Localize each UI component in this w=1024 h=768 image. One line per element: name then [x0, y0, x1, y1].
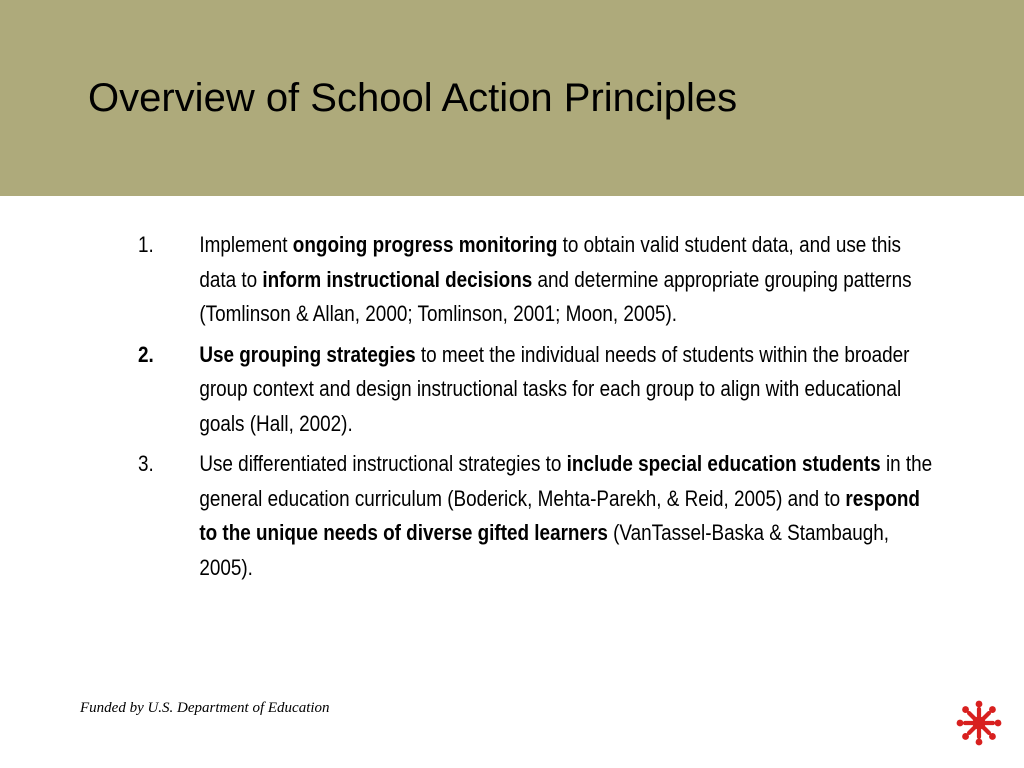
- text-segment: (VanTassel-Baska & Stambaugh, 2005).: [199, 520, 890, 580]
- principle-text: [199, 342, 909, 436]
- red-star-of-people-logo-icon: [954, 698, 1004, 748]
- emphasized-phrase: ongoing progress monitoring: [292, 232, 558, 257]
- text-segment: to obtain valid student data, and use this data to: [199, 232, 901, 292]
- principle-number: 3.: [138, 451, 154, 476]
- footer-credit: Funded by U.S. Department of Education: [80, 700, 330, 716]
- principles-list: [138, 228, 933, 591]
- principle-item: [138, 447, 939, 585]
- text-segment: Use differentiated instructional strategies to: [199, 451, 567, 476]
- principle-number: 2.: [138, 341, 154, 367]
- emphasized-phrase: inform instructional decisions: [262, 266, 533, 292]
- text-segment: to meet the individual needs of students within the broader group context and design instructional tasks for each group to align with educational goals (Hall, 2002).: [199, 341, 910, 436]
- text-segment: Implement: [199, 232, 293, 257]
- text-segment: and determine appropriate grouping patterns (Tomlinson & Allan, 2000; Tomlinson, 2001; Moon, 2005).: [199, 266, 912, 326]
- emphasized-phrase: Use grouping strategies: [199, 341, 416, 367]
- principle-item: [138, 228, 939, 332]
- emphasized-phrase: include special education students: [566, 451, 881, 476]
- principle-text: [199, 451, 932, 580]
- principle-item: [138, 338, 939, 442]
- principle-text: [199, 232, 911, 326]
- principle-number: 1.: [138, 232, 154, 257]
- slide-title: Overview of School Action Principles: [88, 76, 738, 120]
- emphasized-phrase: respond to the unique needs of diverse gifted learners: [199, 485, 920, 545]
- text-segment: in the general education curriculum (Boderick, Mehta-Parekh, & Reid, 2005) and to: [199, 451, 933, 511]
